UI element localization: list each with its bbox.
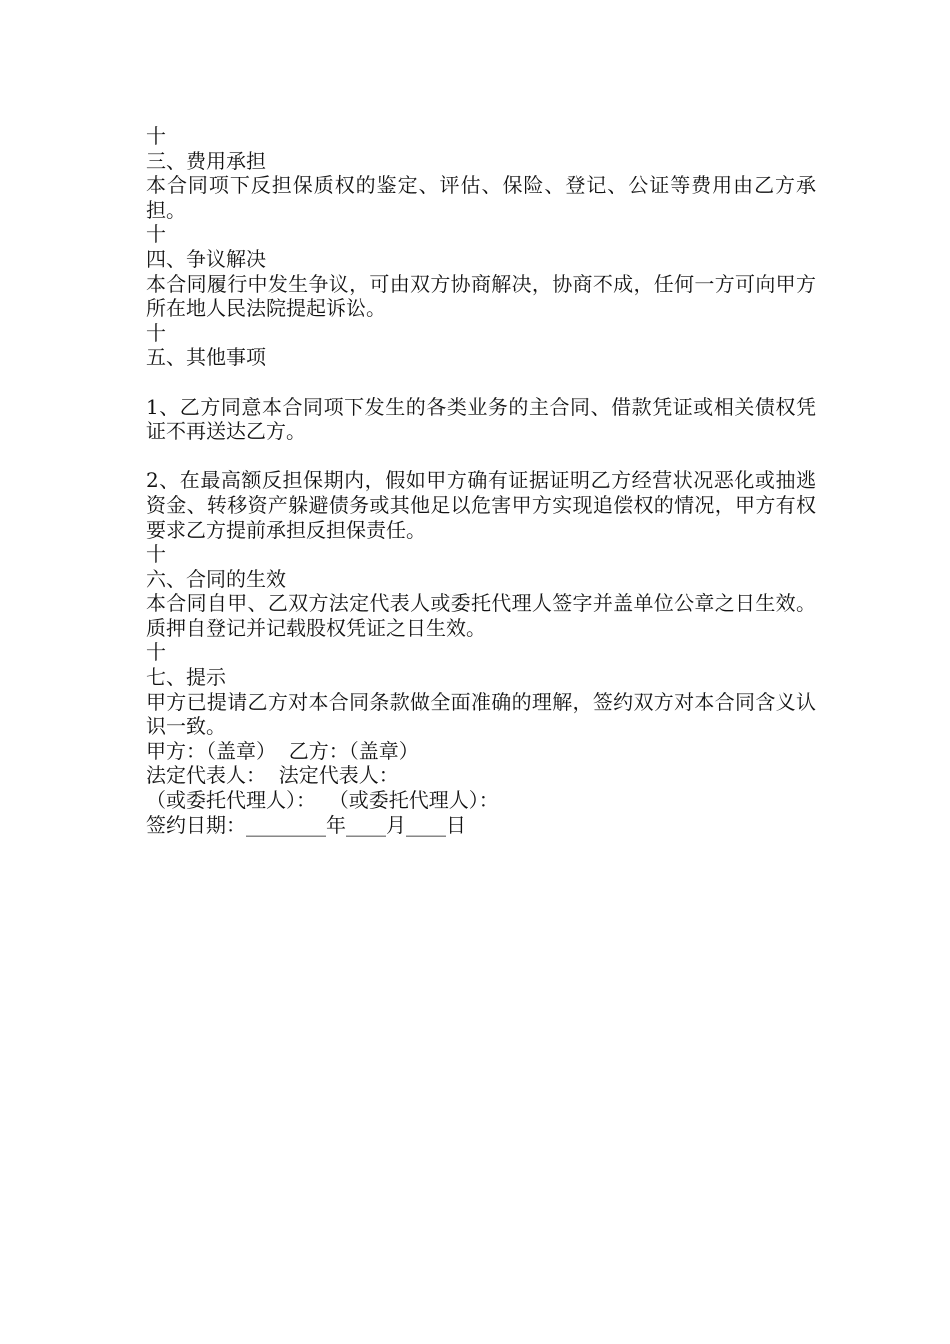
section-heading-fees: 三、费用承担 [146,148,266,173]
separator-mark: 十 [146,640,166,665]
section-body-fees: 本合同项下反担保质权的鉴定、评估、保险、登记、公证等费用由乙方承担。 [146,173,816,222]
section-item-other-1: 1、乙方同意本合同项下发生的各类业务的主合同、借款凭证或相关债权凭证不再送达乙方。 [146,394,816,444]
signature-parties-line: 甲方：（盖章） 乙方：（盖章） [146,738,419,763]
separator-mark: 十 [146,542,166,567]
blank-line [146,370,816,395]
section-body-dispute: 本合同履行中发生争议，可由双方协商解决，协商不成，任何一方可向甲方所在地人民法院提起诉讼。 [146,271,816,321]
blank-line [146,444,816,469]
section-heading-other: 五、其他事项 [146,345,266,370]
section-item-other-2: 2、在最高额反担保期内，假如甲方确有证据证明乙方经营状况恶化或抽逃资金、转移资产躲避债务或其他足以危害甲方实现追偿权的情况，甲方有权要求乙方提前承担反担保责任。 [146,468,816,542]
separator-mark: 十 [146,320,166,345]
separator-mark: 十 [146,124,166,148]
section-body-effect: 本合同自甲、乙双方法定代表人或委托代理人签字并盖单位公章之日生效。质押自登记并记载股权凭证之日生效。 [146,591,816,640]
section-heading-dispute: 四、争议解决 [146,246,266,271]
contract-page [146,124,816,837]
signature-agents-line: （或委托代理人）： （或委托代理人）： [146,788,499,813]
separator-mark: 十 [146,222,166,247]
section-heading-effect: 六、合同的生效 [146,566,286,591]
section-heading-notice: 七、提示 [146,665,226,690]
section-body-notice: 甲方已提请乙方对本合同条款做全面准确的理解，签约双方对本合同含义认识一致。 [146,689,816,739]
signature-representatives-line: 法定代表人： 法定代表人： [146,763,399,788]
signature-date-line: 签约日期：________年____月____日 [146,812,466,837]
